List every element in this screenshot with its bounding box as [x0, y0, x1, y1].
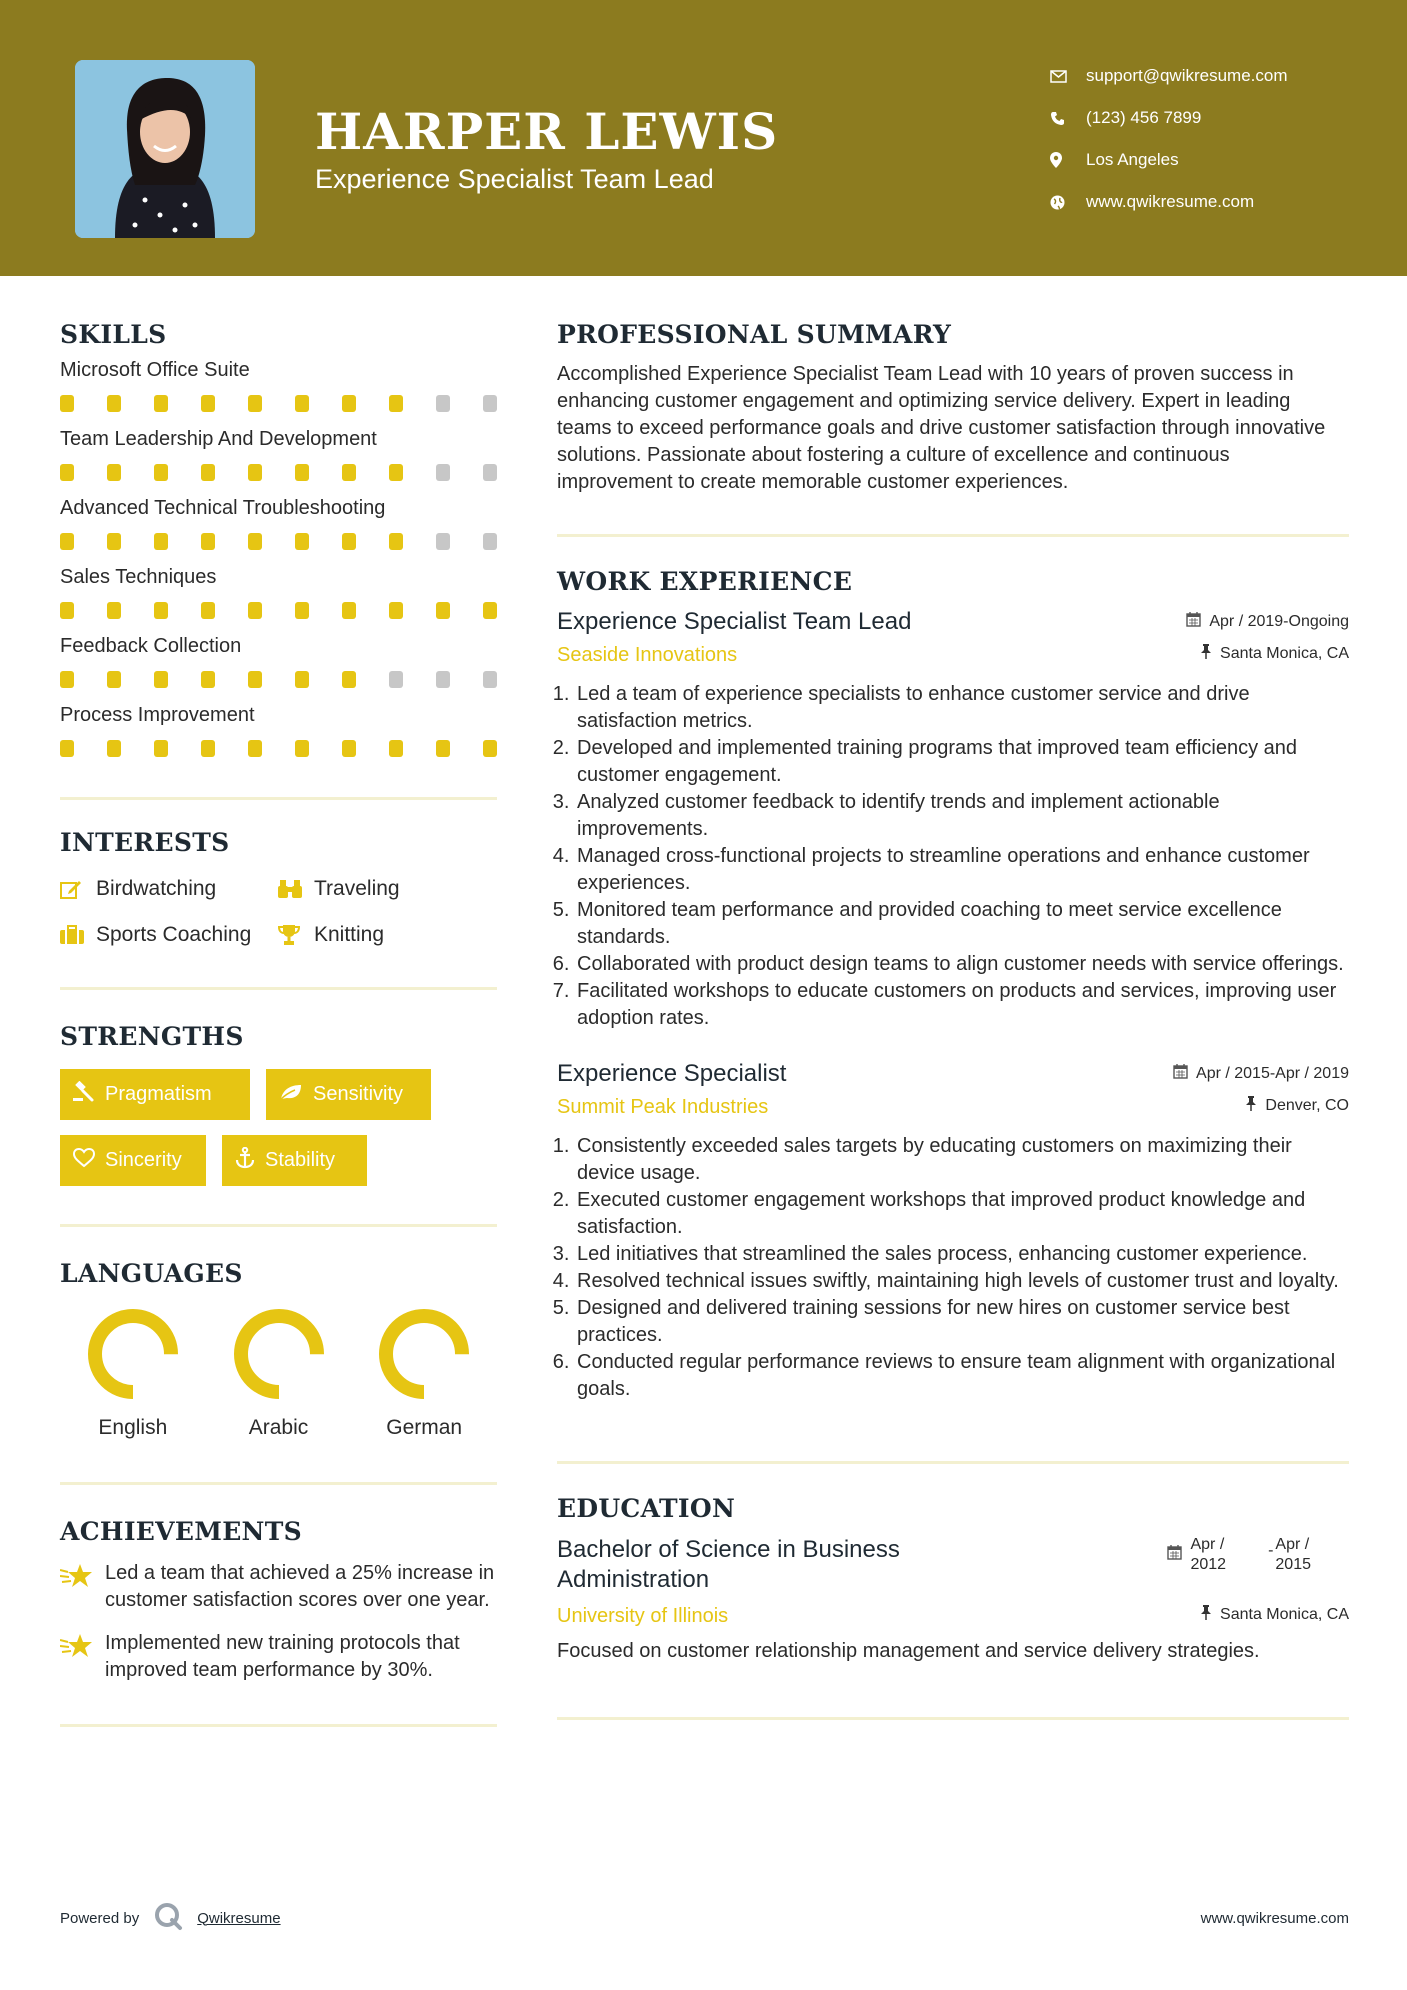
language-level-ring: [233, 1308, 325, 1400]
job-location: Denver, CO: [1245, 1096, 1349, 1116]
section-divider: [60, 1224, 497, 1227]
language-level-arc: [241, 1316, 317, 1392]
skill-dot-filled: [154, 464, 168, 481]
skill-dot-filled: [389, 740, 403, 757]
section-divider: [557, 1717, 1349, 1720]
trophy-icon: [278, 924, 314, 946]
language-level-arc: [386, 1316, 462, 1392]
duty-list: [557, 681, 1349, 1032]
skill-dot-filled: [60, 602, 74, 619]
strength-chip: Pragmatism: [60, 1069, 250, 1120]
binoculars-icon: [278, 879, 314, 899]
education-dates: Apr / 2012 - Apr / 2015: [1167, 1535, 1311, 1575]
calendar-icon: [1173, 1064, 1188, 1084]
languages-title: LANGUAGES: [60, 1259, 243, 1288]
gavel-icon: [73, 1081, 95, 1109]
contact-website[interactable]: www.qwikresume.com: [1050, 181, 1288, 223]
skill-dot-filled: [248, 602, 262, 619]
skill-dot-filled: [342, 395, 356, 412]
skill-dot-filled: [154, 740, 168, 757]
right-column: [557, 320, 1349, 1720]
skill-dot-filled: [389, 395, 403, 412]
job-dates: Apr / 2019-Ongoing: [1186, 612, 1349, 632]
skill-level: [60, 602, 497, 619]
pushpin-icon: [1200, 1605, 1212, 1625]
skill-dot-filled: [60, 395, 74, 412]
skill-level: [60, 464, 497, 481]
skill-dot-filled: [389, 602, 403, 619]
education-description: Focused on customer relationship management and service delivery strategies.: [557, 1640, 1260, 1662]
skill-dot-filled: [248, 464, 262, 481]
skill-dot-empty: [436, 395, 450, 412]
language-item: [206, 1308, 352, 1440]
shooting-star-icon: [60, 1630, 105, 1684]
contact-list: [1050, 55, 1288, 223]
heart-icon: [73, 1148, 95, 1174]
job-location: Santa Monica, CA: [1200, 644, 1349, 664]
skill-dot-empty: [483, 671, 497, 688]
skill-dot-filled: [154, 395, 168, 412]
skill-level: [60, 740, 497, 757]
skill-dot-filled: [154, 533, 168, 550]
language-level-ring: [87, 1308, 179, 1400]
company-name: Summit Peak Industries: [557, 1096, 769, 1118]
edit-icon: [60, 879, 96, 899]
skill-level: [60, 395, 497, 412]
skill-dot-empty: [483, 533, 497, 550]
interest-item: Sports Coaching: [60, 923, 278, 947]
duty-item: 2. Executed customer engagement workshops that improved product knowledge and satisfaction.: [575, 1187, 1349, 1241]
skill-dot-filled: [248, 671, 262, 688]
skill-dot-filled: [60, 464, 74, 481]
skill-dot-filled: [201, 740, 215, 757]
section-divider: [60, 987, 497, 990]
education-entry: [557, 1535, 1349, 1665]
achievement-item: Implemented new training protocols that improved team performance by 30%.: [60, 1630, 497, 1684]
globe-icon: [1050, 195, 1086, 210]
candidate-role: Experience Specialist Team Lead: [315, 164, 714, 194]
skill-dot-filled: [295, 602, 309, 619]
interest-item: Knitting: [278, 923, 478, 947]
job-title: Experience Specialist: [557, 1060, 787, 1087]
skill-dot-filled: [483, 602, 497, 619]
section-divider: [557, 534, 1349, 537]
skill-name: Advanced Technical Troubleshooting: [60, 497, 386, 519]
language-label: English: [98, 1416, 168, 1439]
duty-item: 1. Consistently exceeded sales targets by educating customers on maximizing their device usage.: [575, 1133, 1349, 1187]
skill-dot-filled: [201, 671, 215, 688]
skill-name: Process Improvement: [60, 704, 255, 726]
achievement-item: Led a team that achieved a 25% increase in customer satisfaction scores over one year.: [60, 1560, 497, 1614]
section-divider: [60, 797, 497, 800]
interest-item: Traveling: [278, 877, 478, 901]
summary-title: PROFESSIONAL SUMMARY: [557, 320, 952, 349]
skill-dot-filled: [248, 740, 262, 757]
skill-dot-filled: [154, 602, 168, 619]
skill-dot-filled: [389, 533, 403, 550]
strengths-list: [60, 1069, 497, 1186]
strengths-title: STRENGTHS: [60, 1022, 244, 1051]
skill-dot-filled: [295, 464, 309, 481]
footer: [60, 1898, 1349, 1938]
skill-dot-filled: [107, 740, 121, 757]
skill-level: [60, 671, 497, 688]
skill-dot-filled: [436, 740, 450, 757]
interests-title: INTERESTS: [60, 828, 230, 857]
skill-dot-filled: [248, 395, 262, 412]
duty-item: 4. Managed cross-functional projects to streamline operations and enhance customer experiences.: [575, 843, 1349, 897]
pushpin-icon: [1245, 1096, 1257, 1116]
skill-dot-filled: [201, 533, 215, 550]
section-divider: [557, 1461, 1349, 1464]
company-name: Seaside Innovations: [557, 644, 738, 666]
left-column: [60, 320, 497, 1727]
duty-item: 2. Developed and implemented training programs that improved team efficiency and customer engagement.: [575, 735, 1349, 789]
strength-chip: Stability: [222, 1135, 367, 1186]
resume-header: [0, 0, 1407, 276]
skill-dot-filled: [342, 533, 356, 550]
skill-dot-filled: [60, 671, 74, 688]
skill-dot-filled: [201, 464, 215, 481]
skill-dot-empty: [436, 464, 450, 481]
education-title: EDUCATION: [557, 1494, 736, 1523]
skill-dot-empty: [389, 671, 403, 688]
skills-title: SKILLS: [60, 320, 167, 349]
footer-website[interactable]: www.qwikresume.com: [1200, 1909, 1349, 1927]
skill-name: Team Leadership And Development: [60, 428, 377, 450]
language-label: Arabic: [248, 1416, 309, 1439]
qwikresume-link[interactable]: Qwikresume: [197, 1909, 281, 1927]
calendar-icon: [1167, 1545, 1182, 1566]
skill-dot-filled: [107, 533, 121, 550]
duty-item: 1. Led a team of experience specialists to enhance customer service and drive satisfaction metrics.: [575, 681, 1349, 735]
duty-item: 5. Designed and delivered training sessions for new hires on customer service best practices.: [575, 1295, 1349, 1349]
contact-email[interactable]: support@qwikresume.com: [1050, 55, 1288, 97]
skill-dot-filled: [60, 740, 74, 757]
section-divider: [60, 1724, 497, 1727]
contact-phone[interactable]: (123) 456 7899: [1050, 97, 1288, 139]
skill-level: [60, 533, 497, 550]
interest-item: Birdwatching: [60, 877, 278, 901]
language-level-arc: [95, 1316, 171, 1392]
duty-item: 5. Monitored team performance and provided coaching to meet service excellence standards.: [575, 897, 1349, 951]
skill-dot-empty: [436, 671, 450, 688]
section-divider: [60, 1482, 497, 1485]
leaf-icon: [279, 1083, 303, 1107]
powered-by: Powered by Qwikresume: [60, 1901, 281, 1935]
calendar-icon: [1186, 612, 1201, 632]
achievements-title: ACHIEVEMENTS: [60, 1517, 302, 1546]
skill-dot-filled: [483, 740, 497, 757]
interests-list: [60, 877, 497, 947]
duty-item: 3. Led initiatives that streamlined the sales process, enhancing customer experience.: [575, 1241, 1349, 1268]
school-name: University of Illinois: [557, 1605, 729, 1627]
education-location: Santa Monica, CA: [1200, 1605, 1349, 1625]
map-pin-icon: [1050, 152, 1086, 168]
duty-list: [557, 1133, 1349, 1403]
skill-dot-filled: [107, 395, 121, 412]
skill-dot-filled: [60, 533, 74, 550]
skill-dot-filled: [295, 740, 309, 757]
shooting-star-icon: [60, 1560, 105, 1614]
skill-dot-filled: [342, 671, 356, 688]
skill-dot-empty: [483, 464, 497, 481]
skill-dot-filled: [107, 464, 121, 481]
degree-title: Bachelor of Science in Business Administration: [557, 1536, 900, 1593]
skill-dot-filled: [295, 395, 309, 412]
envelope-icon: [1050, 70, 1086, 83]
strength-chip: Sensitivity: [266, 1069, 431, 1120]
job-dates: Apr / 2015-Apr / 2019: [1173, 1064, 1349, 1084]
language-level-ring: [378, 1308, 470, 1400]
contact-location: Los Angeles: [1050, 139, 1288, 181]
skill-name: Microsoft Office Suite: [60, 359, 250, 381]
language-label: German: [386, 1416, 463, 1439]
anchor-icon: [235, 1147, 255, 1175]
pushpin-icon: [1200, 644, 1212, 664]
skill-dot-filled: [154, 671, 168, 688]
job-title: Experience Specialist Team Lead: [557, 608, 912, 635]
strength-chip: Sincerity: [60, 1135, 206, 1186]
skill-dot-filled: [295, 533, 309, 550]
skill-dot-filled: [389, 464, 403, 481]
job-entry: [557, 1060, 1349, 1403]
language-item: [60, 1308, 206, 1440]
candidate-name: HARPER LEWIS: [315, 102, 779, 161]
duty-item: 4. Resolved technical issues swiftly, maintaining high levels of customer trust and loyalty.: [575, 1268, 1349, 1295]
summary-text: Accomplished Experience Specialist Team Lead with 10 years of proven success in enhancing customer engagement and optimizing service delivery. Expert in leading teams to exceed performance goals and drive customer satisfaction through innovative solutions. Passionate about fostering a culture of excellence and continuous improvement to create memorable customer experiences.: [557, 363, 1326, 493]
qwikresume-logo-icon: [153, 1901, 183, 1935]
skill-name: Sales Techniques: [60, 566, 217, 588]
skill-dot-filled: [201, 602, 215, 619]
skill-dot-filled: [342, 602, 356, 619]
skill-dot-empty: [483, 395, 497, 412]
job-entry: [557, 608, 1349, 1032]
skill-dot-filled: [107, 671, 121, 688]
skill-dot-filled: [436, 602, 450, 619]
skill-name: Feedback Collection: [60, 635, 242, 657]
profile-photo: [75, 60, 255, 238]
duty-item: 3. Analyzed customer feedback to identify trends and implement actionable improvements.: [575, 789, 1349, 843]
language-item: [351, 1308, 497, 1440]
skill-dot-filled: [342, 464, 356, 481]
duty-item: 6. Conducted regular performance reviews to ensure team alignment with organizational goals.: [575, 1349, 1349, 1403]
languages-list: [60, 1308, 497, 1440]
skill-dot-filled: [342, 740, 356, 757]
skill-dot-empty: [436, 533, 450, 550]
work-title: WORK EXPERIENCE: [557, 567, 853, 596]
skill-dot-filled: [295, 671, 309, 688]
phone-icon: [1050, 111, 1086, 126]
skill-dot-filled: [107, 602, 121, 619]
skill-dot-filled: [201, 395, 215, 412]
briefcase-icon: [60, 925, 96, 945]
duty-item: 6. Collaborated with product design teams to align customer needs with service offerings.: [575, 951, 1349, 978]
skill-dot-filled: [248, 533, 262, 550]
achievements-list: [60, 1560, 497, 1684]
skills-list: [60, 359, 497, 757]
duty-item: 7. Facilitated workshops to educate customers on products and services, improving user adoption rates.: [575, 978, 1349, 1032]
